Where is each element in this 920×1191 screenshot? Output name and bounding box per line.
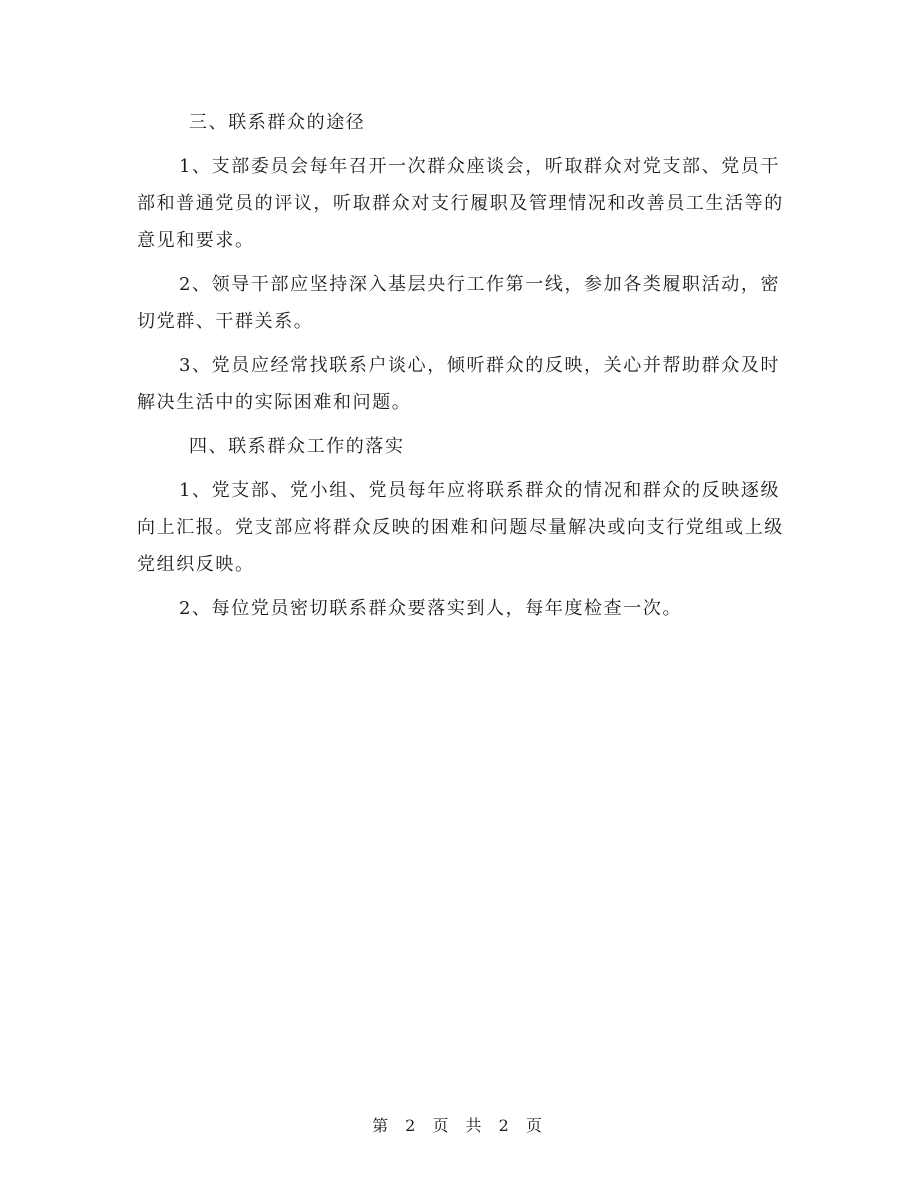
section-3-item-2: 2、领导干部应坚持深入基层央行工作第一线，参加各类履职活动，密切党群、干群关系。 bbox=[137, 274, 781, 332]
document-body bbox=[137, 104, 787, 634]
section-4-item-2: 2、每位党员密切联系群众要落实到人，每年度检查一次。 bbox=[179, 598, 683, 619]
section-3-item-3: 3、党员应经常找联系户谈心，倾听群众的反映，关心并帮助群众及时解决生活中的实际困难和问题。 bbox=[137, 355, 781, 413]
section-4-item-1: 1、党支部、党小组、党员每年应将联系群众的情况和群众的反映逐级向上汇报。党支部应将群众反映的困难和问题尽量解决或向支行党组或上级党组织反映。 bbox=[137, 480, 784, 575]
section-3-item-1: 1、支部委员会每年召开一次群众座谈会，听取群众对党支部、党员干部和普通党员的评议，听取群众对支行履职及管理情况和改善员工生活等的意见和要求。 bbox=[137, 156, 784, 251]
section-heading-4: 四、联系群众工作的落实 bbox=[189, 436, 405, 457]
section-heading-3: 三、联系群众的途径 bbox=[189, 112, 366, 133]
page-footer: 第 2 页 共 2 页 bbox=[372, 1116, 548, 1135]
